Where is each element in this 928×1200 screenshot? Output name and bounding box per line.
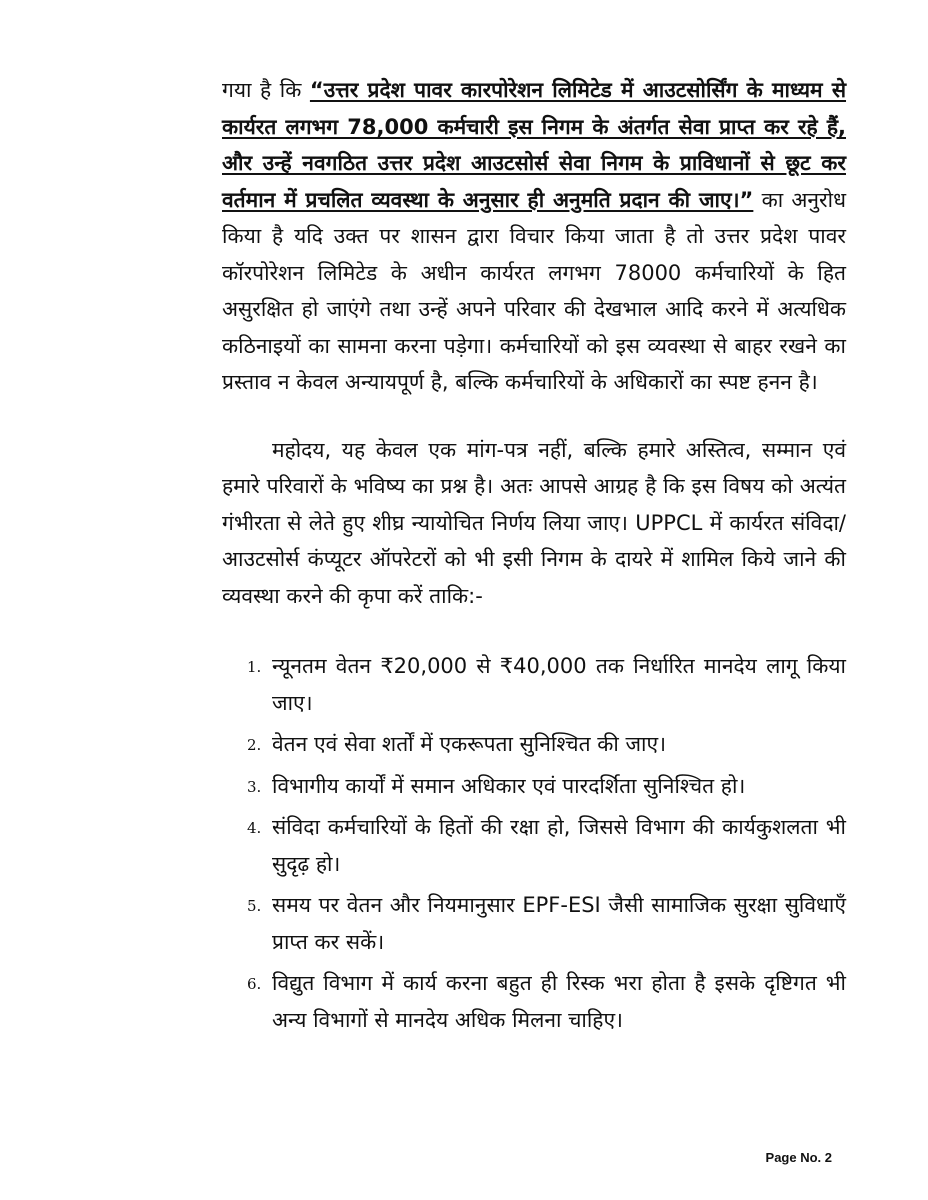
list-item xyxy=(222,887,846,960)
paragraph-rest-text: का अनुरोध किया है यदि उक्त पर शासन द्वारा विचार किया जाता है तो उत्तर प्रदेश पावर कॉरपोरेशन लिमिटेड के अधीन कार्यरत लगभग 78000 कर्मचारियों के हित असुरक्षित हो जाएंगे तथा उन्हें अपने परिवार की देखभाल आदि करने में अत्यधिक कठिनाइयों का सामना करना पड़ेगा। कर्मचारियों को इस व्यवस्था से बाहर रखने का प्रस्ताव न केवल अन्यायपूर्ण है, बल्कि कर्मचारियों के अधिकारों का स्पष्ट हनन है। xyxy=(222,187,846,394)
page-number: Page No. 2 xyxy=(765,1150,832,1165)
list-item-text: न्यूनतम वेतन ₹20,000 से ₹40,000 तक निर्धारित मानदेय लागू किया जाए। xyxy=(272,654,846,715)
list-item xyxy=(222,965,846,1038)
document-page xyxy=(222,72,846,1043)
list-item-text: विभागीय कार्यों में समान अधिकार एवं पारदर्शिता सुनिश्चित हो। xyxy=(272,773,746,798)
paragraph-lead-text: गया है कि xyxy=(222,78,310,102)
list-item-text: संविदा कर्मचारियों के हितों की रक्षा हो, जिससे विभाग की कार्यकुशलता भी सुदृढ़ हो। xyxy=(272,815,846,876)
paragraph-request-context xyxy=(222,72,846,401)
list-item-number: 2. xyxy=(247,736,262,754)
paragraph-appeal: महोदय, यह केवल एक मांग-पत्र नहीं, बल्कि हमारे अस्तित्व, सम्मान एवं हमारे परिवारों के भविष्य का प्रश्न है। अतः आपसे आग्रह है कि इस विषय को अत्यंत गंभीरता से लेते हुए शीघ्र न्यायोचित निर्णय लिया जाए। UPPCL में कार्यरत संविदा/आउटसोर्स कंप्यूटर ऑपरेटरों को भी इसी निगम के दायरे में शामिल किये जाने की व्यवस्था करने की कृपा करें ताकि:- xyxy=(222,437,846,608)
list-item-text: वेतन एवं सेवा शर्तों में एकरूपता सुनिश्चित की जाए। xyxy=(272,732,667,756)
list-item-number: 3. xyxy=(247,777,262,796)
list-item xyxy=(222,726,846,763)
list-item-number: 1. xyxy=(247,658,262,676)
list-item-text: समय पर वेतन और नियमानुसार EPF-ESI जैसी सामाजिक सुरक्षा सुविधाएँ प्राप्त कर सकें। xyxy=(272,893,846,954)
list-item-text: विद्युत विभाग में कार्य करना बहुत ही रिस्क भरा होता है इसके दृष्टिगत भी अन्य विभागों से मानदेय अधिक मिलना चाहिए। xyxy=(272,971,846,1032)
list-item-number: 5. xyxy=(247,897,262,915)
demand-list xyxy=(222,648,846,1038)
list-item-number: 6. xyxy=(247,975,262,993)
list-item xyxy=(222,768,846,805)
list-item xyxy=(222,648,846,721)
list-item-number: 4. xyxy=(247,819,262,837)
list-item xyxy=(222,809,846,882)
quoted-request-highlight: “उत्तर प्रदेश पावर कारपोरेशन लिमिटेड में आउटसोर्सिंग के माध्यम से कार्यरत लगभग 78,000 कर्मचारी इस निगम के अंतर्गत सेवा प्राप्त कर रहे हैं, और उन्हें नवगठित उत्तर प्रदेश आउटसोर्स सेवा निगम के प्राविधानों से छूट कर वर्तमान में प्रचलित व्यवस्था के अनुसार ही अनुमति प्रदान की जाए।” xyxy=(222,78,847,212)
